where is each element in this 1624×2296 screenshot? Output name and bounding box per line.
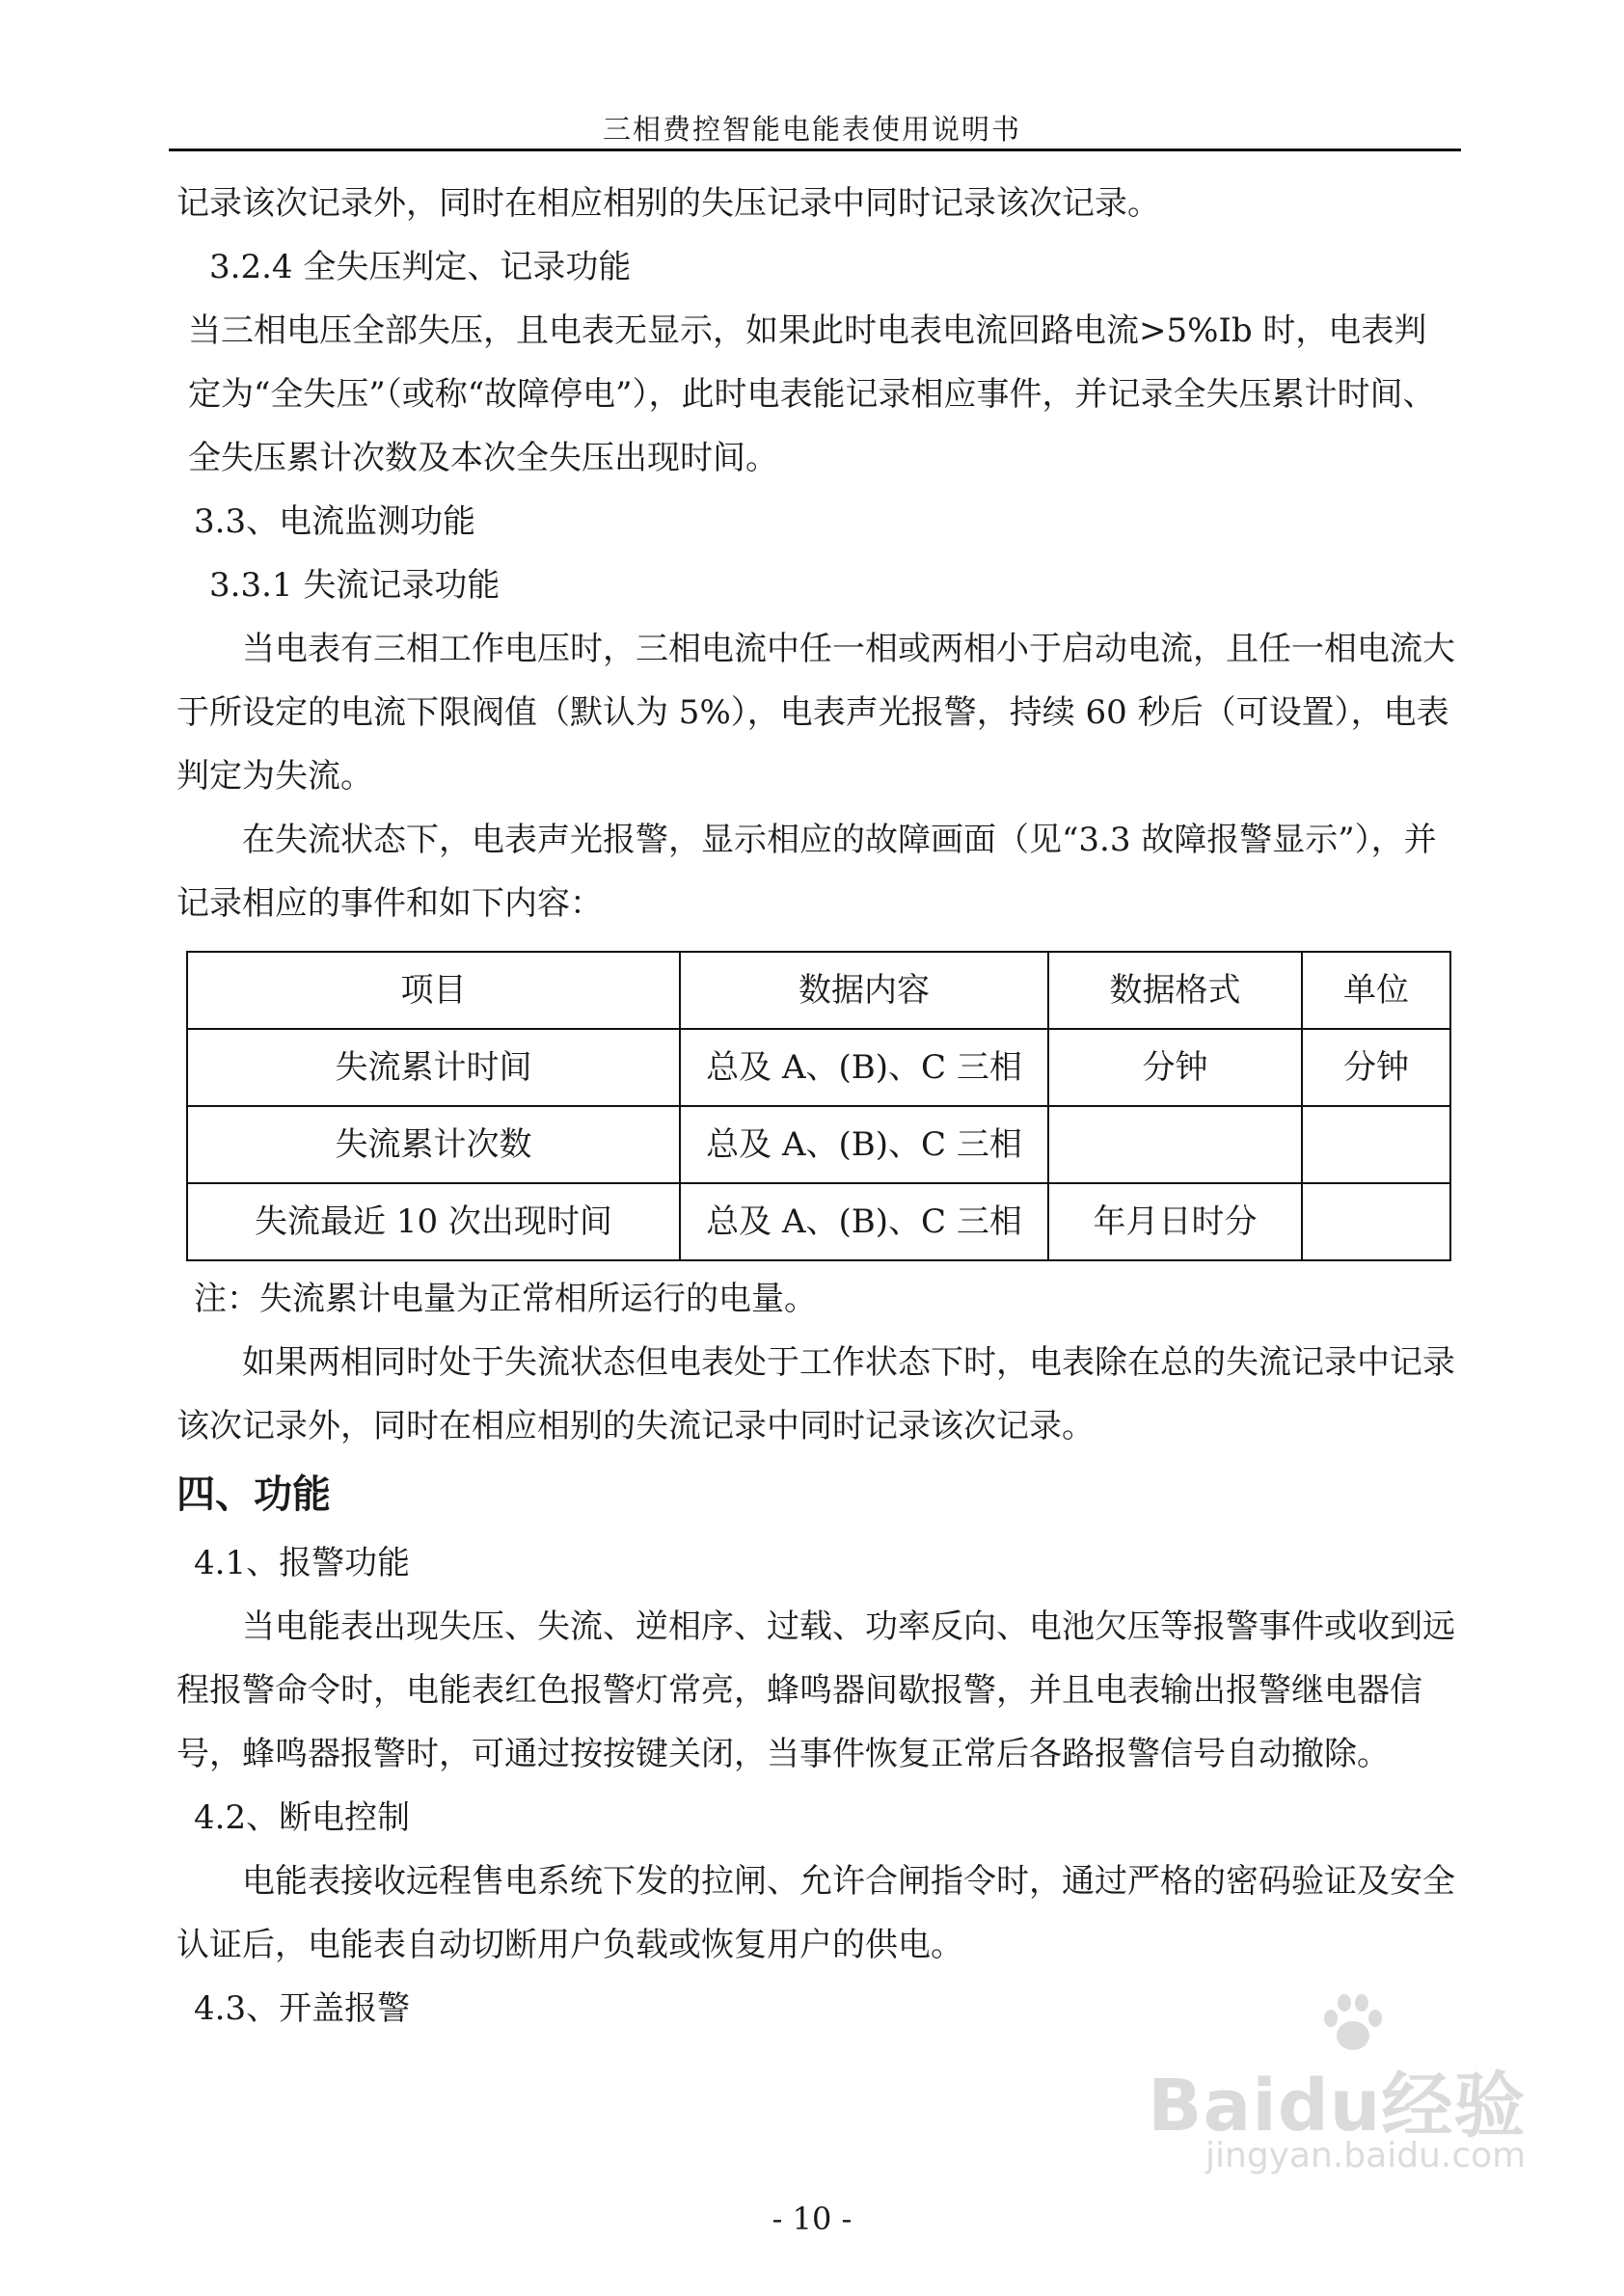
paragraph-full-voltage-loss: 当三相电压全部失压，且电表无显示，如果此时电表电流回路电流>5%Ib 时，电表判定为“全失压”（或称“故障停电”），此时电表能记录相应事件，并记录全失压累计时间、全失压累计次数及本次全失压出现时间。 bbox=[188, 311, 1436, 477]
table-cell bbox=[1048, 1106, 1302, 1183]
heading-section-four: 四、功能 bbox=[176, 1472, 331, 1517]
header-title: 三相费控智能电能表使用说明书 bbox=[602, 113, 1021, 146]
paragraph-power-cut: 电能表接收远程售电系统下发的拉闸、允许合闸指令时，通过严格的密码验证及安全认证后，电能表自动切断用户负载或恢复用户的供电。 bbox=[176, 1862, 1455, 1964]
baidu-watermark bbox=[1148, 1991, 1553, 2184]
table-header-cell: 数据格式 bbox=[1048, 952, 1302, 1029]
page-number: - 10 - bbox=[771, 2201, 853, 2237]
table-row bbox=[187, 1029, 1450, 1106]
table-cell bbox=[1302, 1106, 1450, 1183]
watermark-logo-text: Baidu经验 bbox=[1148, 2065, 1527, 2147]
current-loss-table bbox=[186, 951, 1451, 1261]
heading-4-3: 4.3、开盖报警 bbox=[194, 1989, 411, 2028]
heading-4-1: 4.1、报警功能 bbox=[194, 1544, 411, 1582]
paragraph-two-phase-loss: 如果两相同时处于失流状态但电表处于工作状态下时，电表除在总的失流记录中记录该次记录外，同时在相应相别的失流记录中同时记录该次记录。 bbox=[176, 1343, 1455, 1445]
table-cell: 年月日时分 bbox=[1048, 1183, 1302, 1260]
table-cell: 分钟 bbox=[1048, 1029, 1302, 1106]
table-header-row bbox=[187, 952, 1450, 1029]
paw-icon bbox=[1319, 1991, 1387, 2055]
table-header-cell: 单位 bbox=[1302, 952, 1450, 1029]
paragraph-continuation: 记录该次记录外，同时在相应相别的失压记录中同时记录该次记录。 bbox=[176, 184, 1160, 223]
paragraph-alarm: 当电能表出现失压、失流、逆相序、过载、功率反向、电池欠压等报警事件或收到远程报警命令时，电能表红色报警灯常亮，蜂鸣器间歇报警，并且电表输出报警继电器信号，蜂鸣器报警时，可通过按按键关闭，当事件恢复正常后各路报警信号自动撤除。 bbox=[176, 1607, 1455, 1773]
document-body bbox=[176, 172, 1459, 2040]
heading-3-3: 3.3、电流监测功能 bbox=[194, 502, 476, 541]
paragraph-current-loss-state: 在失流状态下，电表声光报警，显示相应的故障画面（见“3.3 故障报警显示”），并记录相应的事件和如下内容： bbox=[176, 821, 1437, 923]
table-cell bbox=[1302, 1183, 1450, 1260]
table-header-cell: 项目 bbox=[187, 952, 680, 1029]
table-header-cell: 数据内容 bbox=[680, 952, 1048, 1029]
table-note: 注：失流累计电量为正常相所运行的电量。 bbox=[194, 1280, 817, 1318]
table-cell: 失流累计次数 bbox=[187, 1106, 680, 1183]
watermark-url: jingyan.baidu.com bbox=[1205, 2136, 1527, 2175]
table-cell: 总及 A、(B)、C 三相 bbox=[680, 1106, 1048, 1183]
table-row bbox=[187, 1106, 1450, 1183]
table-cell: 总及 A、(B)、C 三相 bbox=[680, 1029, 1048, 1106]
table-cell: 失流最近 10 次出现时间 bbox=[187, 1183, 680, 1260]
paragraph-current-loss: 当电表有三相工作电压时，三相电流中任一相或两相小于启动电流，且任一相电流大于所设定的电流下限阀值（默认为 5%），电表声光报警，持续 60 秒后（可设置），电表判定为失流。 bbox=[176, 630, 1455, 796]
table-row bbox=[187, 1183, 1450, 1260]
table-cell: 总及 A、(B)、C 三相 bbox=[680, 1183, 1048, 1260]
heading-3-2-4: 3.2.4 全失压判定、记录功能 bbox=[209, 248, 632, 286]
heading-4-2: 4.2、断电控制 bbox=[194, 1798, 411, 1837]
table-cell: 失流累计时间 bbox=[187, 1029, 680, 1106]
header-rule bbox=[169, 149, 1461, 151]
table-cell: 分钟 bbox=[1302, 1029, 1450, 1106]
heading-3-3-1: 3.3.1 失流记录功能 bbox=[209, 566, 501, 605]
